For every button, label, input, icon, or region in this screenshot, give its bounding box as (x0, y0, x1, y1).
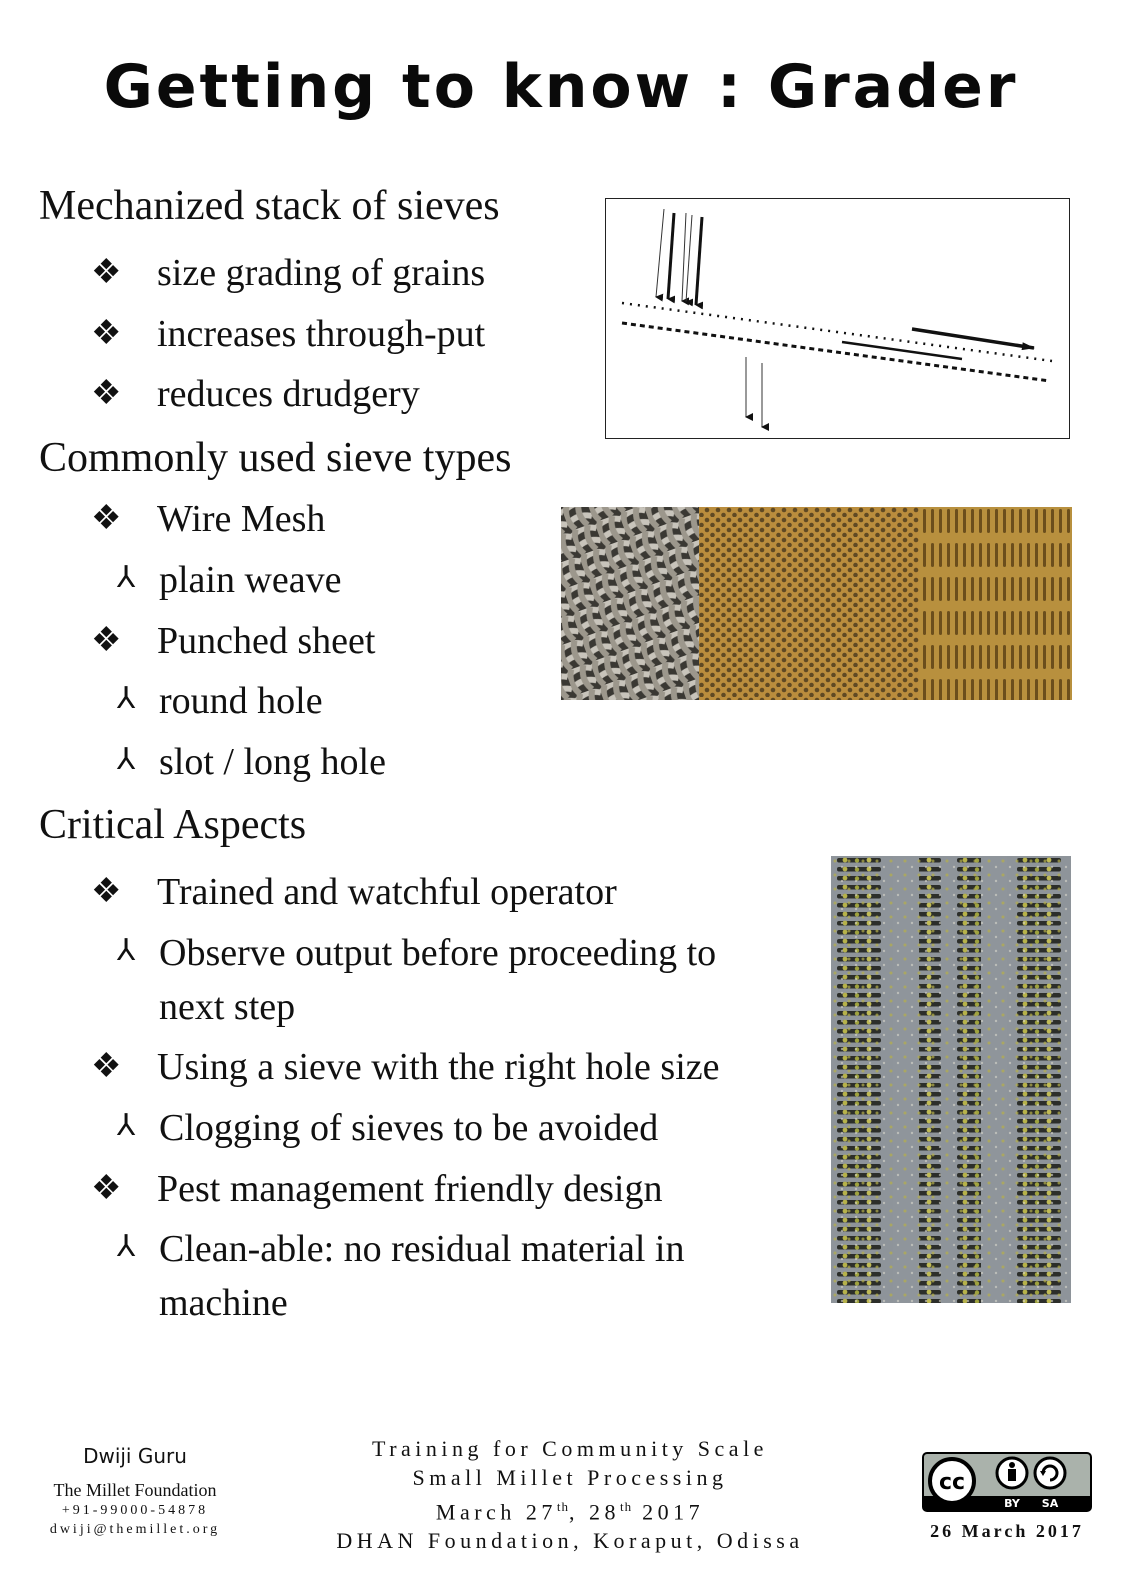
page-title: Getting to know : Grader (103, 52, 1019, 122)
list-item: ⅄ round hole (159, 674, 323, 728)
oversize-flow-arrow (912, 329, 1034, 348)
list-item-continuation: next step (159, 986, 296, 1028)
svg-text:SA: SA (1041, 1497, 1059, 1510)
svg-text:BY: BY (1004, 1497, 1020, 1510)
falling-grain-arrow (656, 209, 664, 297)
sub-bullet-icon: ⅄ (117, 934, 136, 967)
sub-bullet-icon: ⅄ (117, 1230, 136, 1263)
list-item: ⅄ plain weave (159, 553, 342, 607)
svg-text:cc: cc (938, 1470, 966, 1495)
list-item: ❖ size grading of grains (157, 246, 485, 300)
diamond-bullet-icon: ❖ (91, 873, 122, 910)
sub-bullet-icon: ⅄ (117, 682, 136, 715)
middle-flow-line (842, 342, 962, 359)
section-heading-sieve-types: Commonly used sieve types (39, 435, 512, 481)
falling-grain-arrow (668, 213, 674, 299)
diamond-bullet-icon: ❖ (91, 375, 122, 412)
list-item: ❖ Punched sheet (157, 614, 375, 668)
list-item: ❖ reduces drudgery (157, 367, 420, 421)
sub-bullet-icon: ⅄ (117, 1109, 136, 1142)
sieve-flow-diagram (605, 198, 1070, 439)
event-title-line-1: Training for Community Scale (372, 1436, 768, 1461)
organization-name: The Millet Foundation (53, 1480, 217, 1500)
section-heading-mechanized: Mechanized stack of sieves (39, 183, 500, 229)
sub-bullet-icon: ⅄ (117, 561, 136, 594)
list-item: ❖ Trained and watchful operator (157, 865, 617, 919)
section-heading-critical: Critical Aspects (39, 802, 307, 848)
sieve-types-photo (561, 507, 1072, 700)
event-block (290, 1434, 850, 1555)
diamond-bullet-icon: ❖ (91, 315, 122, 352)
falling-grain-arrow (686, 215, 692, 302)
diamond-bullet-icon: ❖ (91, 622, 122, 659)
list-item: ⅄ slot / long hole (159, 735, 386, 789)
event-location: DHAN Foundation, Koraput, Odissa (336, 1528, 804, 1554)
list-item: ❖ Wire Mesh (157, 492, 325, 546)
license-block (922, 1452, 1092, 1542)
list-item: ❖ increases through-put (157, 307, 485, 361)
event-dates: March 27th, 28th 2017 (435, 1499, 705, 1525)
cc-by-sa-license-icon (922, 1452, 1092, 1512)
document-date: 26 March 2017 (930, 1521, 1084, 1541)
list-item: ⅄ Clogging of sieves to be avoided (159, 1101, 658, 1155)
list-item: ❖ Pest management friendly design (157, 1162, 663, 1216)
diamond-bullet-icon: ❖ (91, 1048, 122, 1085)
author-name: Dwiji Guru (83, 1444, 187, 1468)
falling-grain-arrow (682, 213, 686, 301)
event-title-line-2: Small Millet Processing (412, 1465, 728, 1490)
slotted-sieve-photo (831, 856, 1071, 1303)
list-item: ⅄ Observe output before proceeding to (159, 926, 716, 980)
email-address: dwiji@themillet.org (49, 1522, 221, 1537)
diamond-bullet-icon: ❖ (91, 500, 122, 537)
sieve-flow-diagram-svg (606, 199, 1068, 437)
sub-bullet-icon: ⅄ (117, 743, 136, 776)
lower-sieve-line (622, 323, 1050, 381)
diamond-bullet-icon: ❖ (91, 254, 122, 291)
list-item: ⅄ Clean-able: no residual material in (159, 1222, 684, 1276)
author-block (20, 1444, 250, 1539)
list-item-continuation: machine (159, 1282, 288, 1324)
falling-grain-arrow (696, 217, 702, 305)
list-item: ❖ Using a sieve with the right hole size (157, 1040, 720, 1094)
diamond-bullet-icon: ❖ (91, 1170, 122, 1207)
phone-number: +91-99000-54878 (61, 1503, 209, 1518)
